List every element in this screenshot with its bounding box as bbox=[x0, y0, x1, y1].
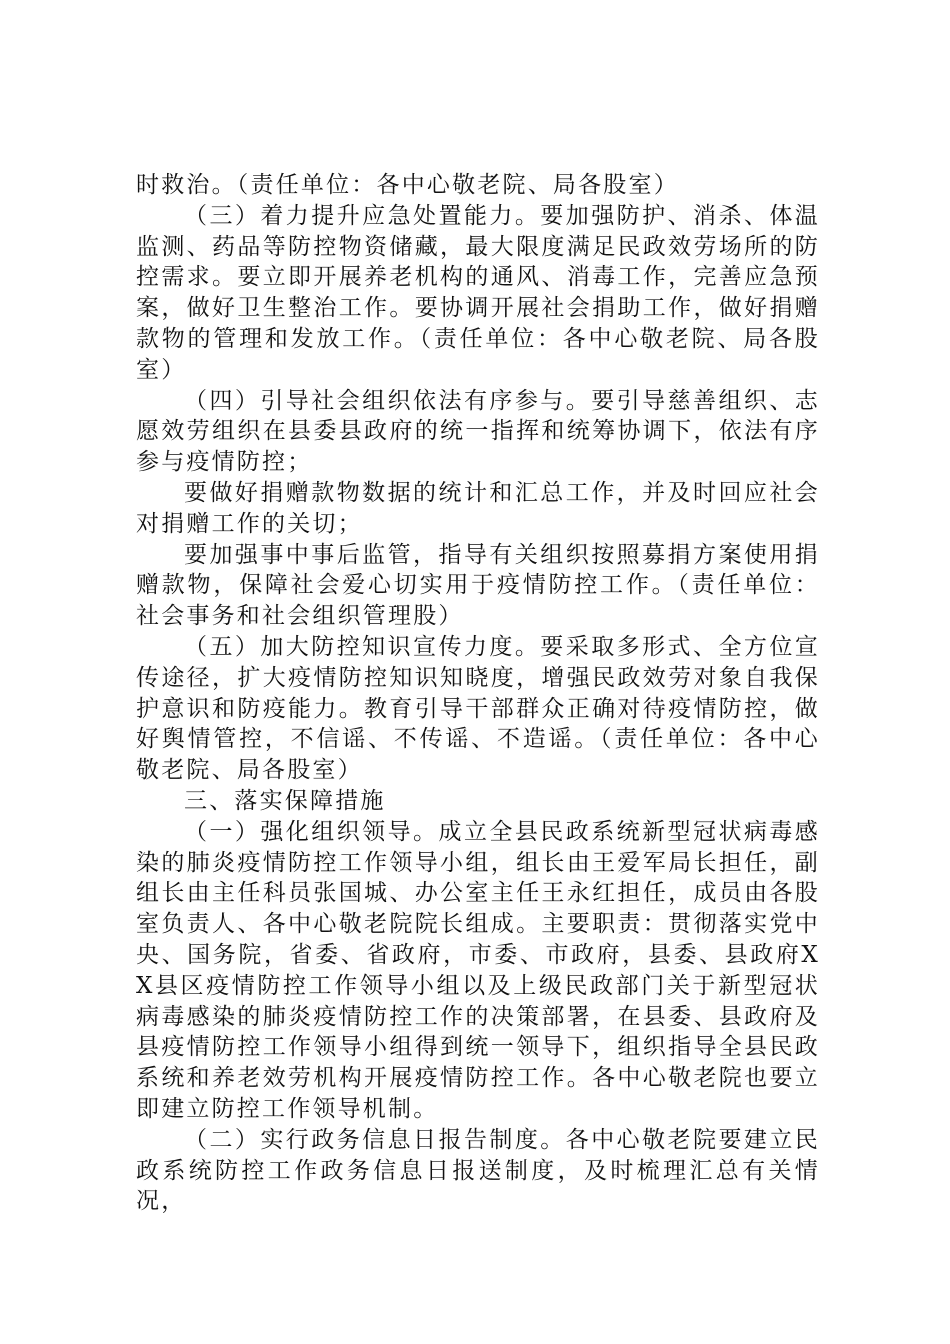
paragraph: （五）加大防控知识宣传力度。要采取多形式、全方位宣传途径，扩大疫情防控知识知晓度，增强民政效劳对象自我保护意识和防疫能力。教育引导干部群众正确对待疫情防控，做好舆情管控，不信谣、不传谣、不造谣。（责任单位：各中心敬老院、局各股室） bbox=[136, 633, 820, 784]
paragraph: （一）强化组织领导。成立全县民政系统新型冠状病毒感染的肺炎疫情防控工作领导小组，组长由王爱军局长担任，副组长由主任科员张国城、办公室主任王永红担任，成员由各股室负责人、各中心敬老院院长组成。主要职责：贯彻落实党中央、国务院，省委、省政府，市委、市政府，县委、县政府XX县区疫情防控工作领导小组以及上级民政部门关于新型冠状病毒感染的肺炎疫情防控工作的决策部署，在县委、县政府及县疫情防控工作领导小组得到统一领导下，组织指导全县民政系统和养老效劳机构开展疫情防控工作。各中心敬老院也要立即建立防控工作领导机制。 bbox=[136, 818, 820, 1122]
paragraph: （四）引导社会组织依法有序参与。要引导慈善组织、志愿效劳组织在县委县政府的统一指挥和统筹协调下，依法有序参与疫情防控； bbox=[136, 387, 820, 476]
document-body bbox=[136, 170, 820, 1217]
paragraph: 要做好捐赠款物数据的统计和汇总工作，并及时回应社会对捐赠工作的关切； bbox=[136, 479, 820, 537]
paragraph: （三）着力提升应急处置能力。要加强防护、消杀、体温监测、药品等防控物资储藏，最大限度满足民政效劳场所的防控需求。要立即开展养老机构的通风、消毒工作，完善应急预案，做好卫生整治工作。要协调开展社会捐助工作，做好捐赠款物的管理和发放工作。（责任单位：各中心敬老院、局各股室） bbox=[136, 202, 820, 383]
section-heading: 三、落实保障措施 bbox=[184, 787, 386, 814]
paragraph: 时救治。（责任单位：各中心敬老院、局各股室） bbox=[136, 172, 679, 198]
paragraph: 要加强事中事后监管，指导有关组织按照募捐方案使用捐赠款物，保障社会爱心切实用于疫情防控工作。（责任单位：社会事务和社会组织管理股） bbox=[136, 541, 820, 630]
paragraph: （二）实行政务信息日报告制度。各中心敬老院要建立民政系统防控工作政务信息日报送制度，及时梳理汇总有关情况， bbox=[136, 1126, 820, 1215]
